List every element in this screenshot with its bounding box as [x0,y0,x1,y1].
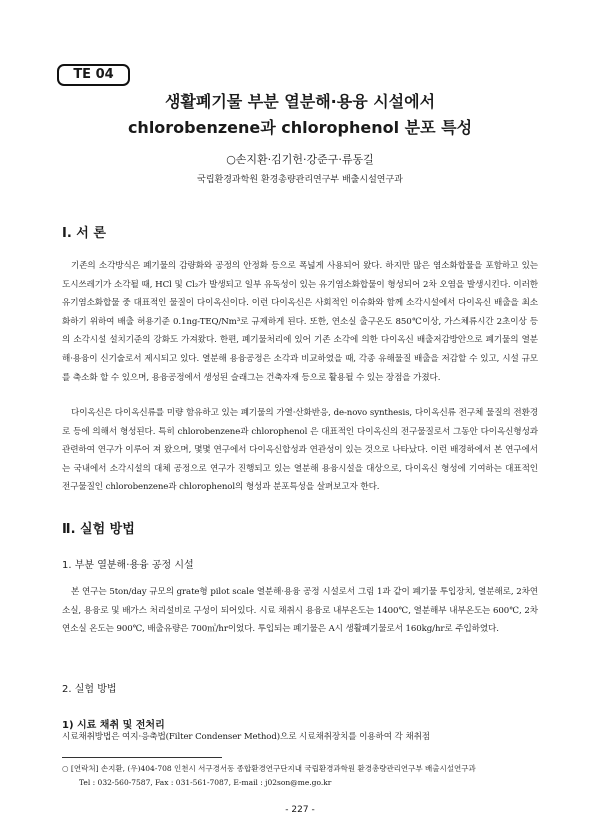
intro-paragraph-2-text: 다이옥신은 다이옥신류를 미량 함유하고 있는 폐기물의 가열·산화반응, de-novo synthesis, 다이옥신류 전구체 물질의 전환경로 등에 의해서 형성된다. 특히 chlorobenzene과 chlorophenol 은 대표적인 다이옥신의 전구물질로서 그동안 다이옥신형성과 관련하여 연구가 이루어 져 왔으며, 몇몇 연구에서 다이옥신합성과 연관성이 있는 것으로 나타났다. 이런 배경하에서 본 연구에서는 국내에서 소각시설의 대체 공정으로 연구가 진행되고 있는 열분해 용융시설을 대상으로, 다이옥신 형성에 기여하는 대표적인 전구물질인 chlorobenzene과 chlorophenol의 형성과 분포특성을 살펴보고자 한다. [62,408,538,493]
facility-paragraph [62,583,538,639]
footnote [62,762,542,790]
subsection-heading-facility: 1. 부분 열분해·용융 공정 시설 [62,560,194,571]
affiliation: 국립환경과학원 환경총량관리연구부 배출시설연구과 [197,175,403,185]
footnote-phone-email-line: Tel : 032-560-7587, Fax : 031-561-7087, E-mail : j02son@me.go.kr [79,778,332,787]
paper-title-line2: chlorobenzene과 chlorophenol 분포 특성 [127,118,473,137]
footnote-contact-line: ○ [연락처] 손지환, (우)404-708 인천시 서구경서동 종합환경연구단지내 국립환경과학원 환경총량관리연구부 배출시설연구과 [62,764,476,773]
subsubsection-heading-sampling: 1) 시료 채취 및 전처리 [62,720,165,731]
session-badge: TE 04 [57,64,130,86]
section-heading-introduction: Ⅰ. 서 론 [62,226,106,241]
intro-paragraph-2 [62,404,538,497]
intro-paragraph-1 [62,257,538,387]
sampling-paragraph [62,728,538,747]
section-heading-methods: Ⅱ. 실험 방법 [62,522,135,537]
sampling-paragraph-text: 시료채취방법은 여지·응축법(Filter Condenser Method)으로 시료채취장치를 이용하여 각 채취점 [62,732,430,742]
facility-paragraph-text: 본 연구는 5ton/day 규모의 grate형 pilot scale 열분해·용융 공정 시설로서 그림 1과 같이 폐기물 투입장치, 열분해로, 2차연소실, 용융로 및 배가스 처리설비로 구성이 되어있다. 시료 채취시 용융로 내부온도는 1400℃, 열분해부 내부온도는 600℃, 2차연소실 온도는 900℃, 배출유량은 700㎥/hr이었다. 투입되는 폐기물은 A시 생활폐기물로서 160kg/hr로 주입하였다. [62,587,538,635]
footnote-divider [62,757,222,758]
page-number: - 227 - [285,805,315,815]
author-list: ○손지환·김기헌·강준구·류동길 [226,153,374,166]
paper-title-line1: 생활폐기물 부분 열분해·용융 시설에서 [164,92,436,111]
intro-paragraph-1-text: 기존의 소각방식은 폐기물의 감량화와 공정의 안정화 등으로 폭넓게 사용되어 왔다. 하지만 많은 염소화합물을 포함하고 있는 도시쓰레기가 소각될 때, HCl 및 Cl₂가 발생되고 일부 유독성이 있는 유기염소화합물이 형성되어 2차 오염을 발생시킨다. 이러한 유기염소화합물 중 대표적인 물질이 다이옥신이다. 이런 다이옥신은 사회적인 이슈화와 함께 소각시설에서 다이옥신 배출을 최소화하기 위하여 배출 허용기준 0.1ng-TEQ/Nm³로 규제하게 된다. 또한, 연소실 출구온도 850℃이상, 가스체류시간 2초이상 등의 소각시설 설치기준의 강화도 가져왔다. 한편, 폐기물처리에 있어 기존 소각에 의한 다이옥신 배출저감방안으로 폐기물의 열분해·용융이 신기술로서 제시되고 있다. 열분해 용융공정은 소각과 비교하였을 때, 각종 유해물질 배출을 저감할 수 있고, 시설 규모를 축소화 할 수 있으며, 용융공정에서 생성된 슬래그는 건축자재 등으로 활용될 수 있는 장점을 가졌다. [62,261,538,383]
subsection-heading-method: 2. 실험 방법 [62,684,117,695]
